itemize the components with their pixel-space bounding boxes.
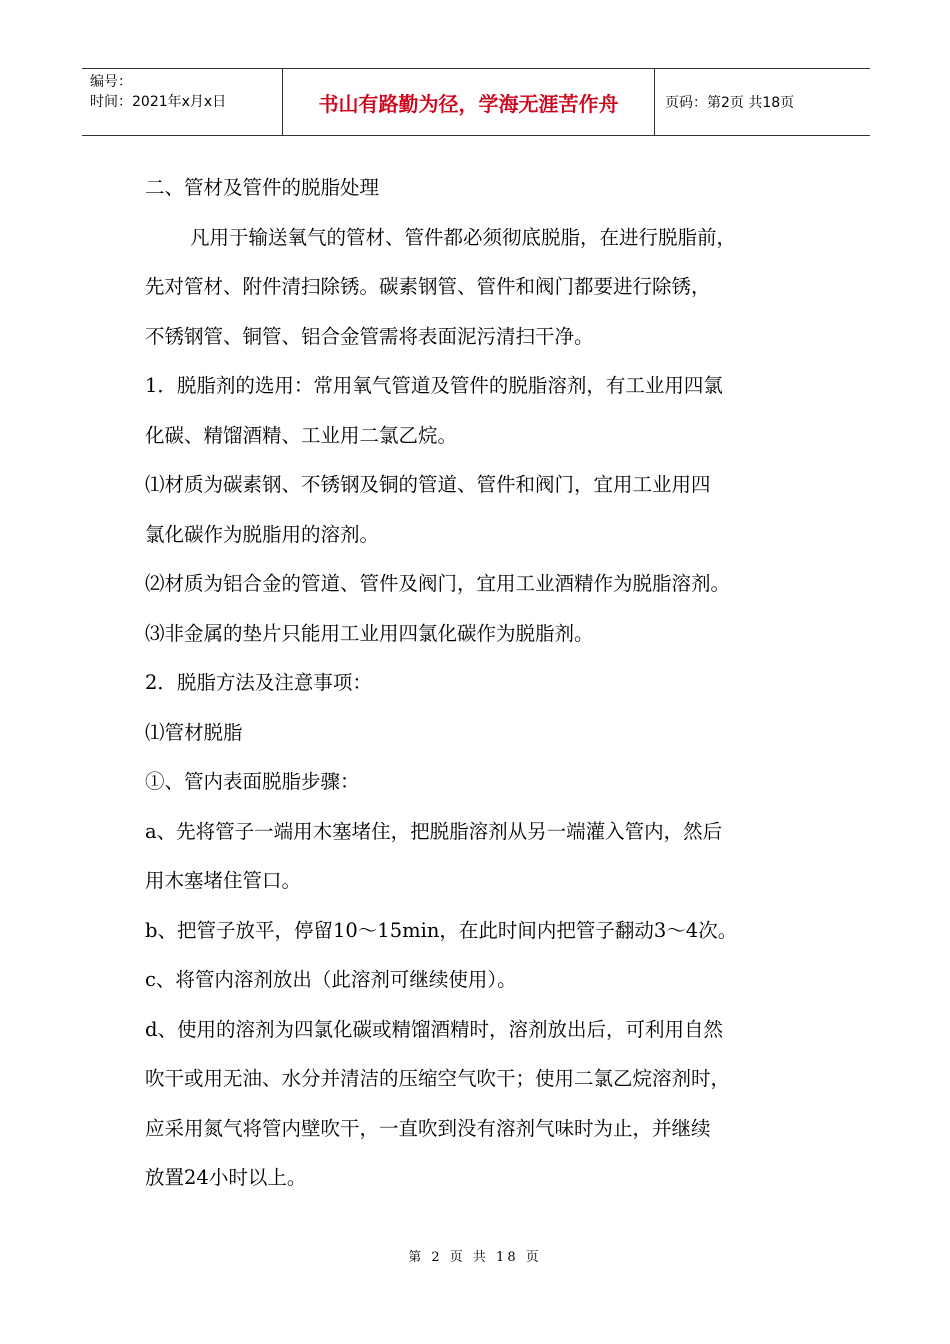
- paragraph-line: ⑴管材脱脂: [145, 720, 243, 744]
- section-heading: 二、管材及管件的脱脂处理: [145, 176, 380, 199]
- paragraph-line: 不锈钢管、铜管、铝合金管需将表面泥污清扫干净。: [145, 324, 594, 348]
- paragraph-line: 凡用于输送氧气的管材、管件都必须彻底脱脂，在进行脱脂前，: [190, 225, 737, 249]
- paragraph-line: d、使用的溶剂为四氯化碳或精馏酒精时，溶剂放出后，可利用自然: [145, 1017, 723, 1041]
- page-footer: 第 2 页 共 18 页: [408, 1250, 542, 1265]
- paragraph-line: a、先将管子一端用木塞堵住，把脱脂溶剂从另一端灌入管内，然后: [145, 819, 723, 843]
- paragraph-line: 化碳、精馏酒精、工业用二氯乙烷。: [145, 423, 458, 447]
- paragraph-line: ⑴材质为碳素钢、不锈钢及铜的管道、管件和阀门，宜用工业用四: [145, 473, 711, 496]
- paragraph-line: 氯化碳作为脱脂用的溶剂。: [145, 522, 380, 546]
- paragraph-line: ⑶非金属的垫片只能用工业用四氯化碳作为脱脂剂。: [145, 621, 594, 645]
- document-body: [145, 163, 825, 1203]
- paragraph-line: ①、管内表面脱脂步骤：: [145, 770, 360, 793]
- paragraph-line: ⑵材质为铝合金的管道、管件及阀门，宜用工业酒精作为脱脂溶剂。: [145, 572, 731, 595]
- paragraph-line: 应采用氮气将管内壁吹干，一直吹到没有溶剂气味时为止，并继续: [145, 1116, 711, 1140]
- paragraph-line: 2．脱脂方法及注意事项：: [145, 671, 372, 694]
- time-label: 时间：2021年x月x日: [90, 94, 227, 110]
- header-meta: [82, 69, 282, 135]
- header-page-info: 页码：第2页 共18页: [665, 95, 795, 111]
- number-label: 编号：: [90, 74, 132, 90]
- paragraph-line: 1．脱脂剂的选用：常用氧气管道及管件的脱脂溶剂，有工业用四氯: [145, 374, 723, 397]
- paragraph-line: 放置24小时以上。: [145, 1166, 307, 1189]
- paragraph-line: 吹干或用无油、水分并清洁的压缩空气吹干；使用二氯乙烷溶剂时，: [145, 1067, 731, 1090]
- header-slogan: 书山有路勤为径，学海无涯苦作舟: [282, 69, 655, 135]
- paragraph-line: c、将管内溶剂放出（此溶剂可继续使用）。: [145, 968, 517, 991]
- document-header: [82, 68, 870, 136]
- paragraph-line: b、把管子放平，停留10～15min，在此时间内把管子翻动3～4次。: [145, 918, 738, 942]
- paragraph-line: 用木塞堵住管口。: [145, 869, 302, 892]
- paragraph-line: 先对管材、附件清扫除锈。碳素钢管、管件和阀门都要进行除锈，: [145, 275, 711, 298]
